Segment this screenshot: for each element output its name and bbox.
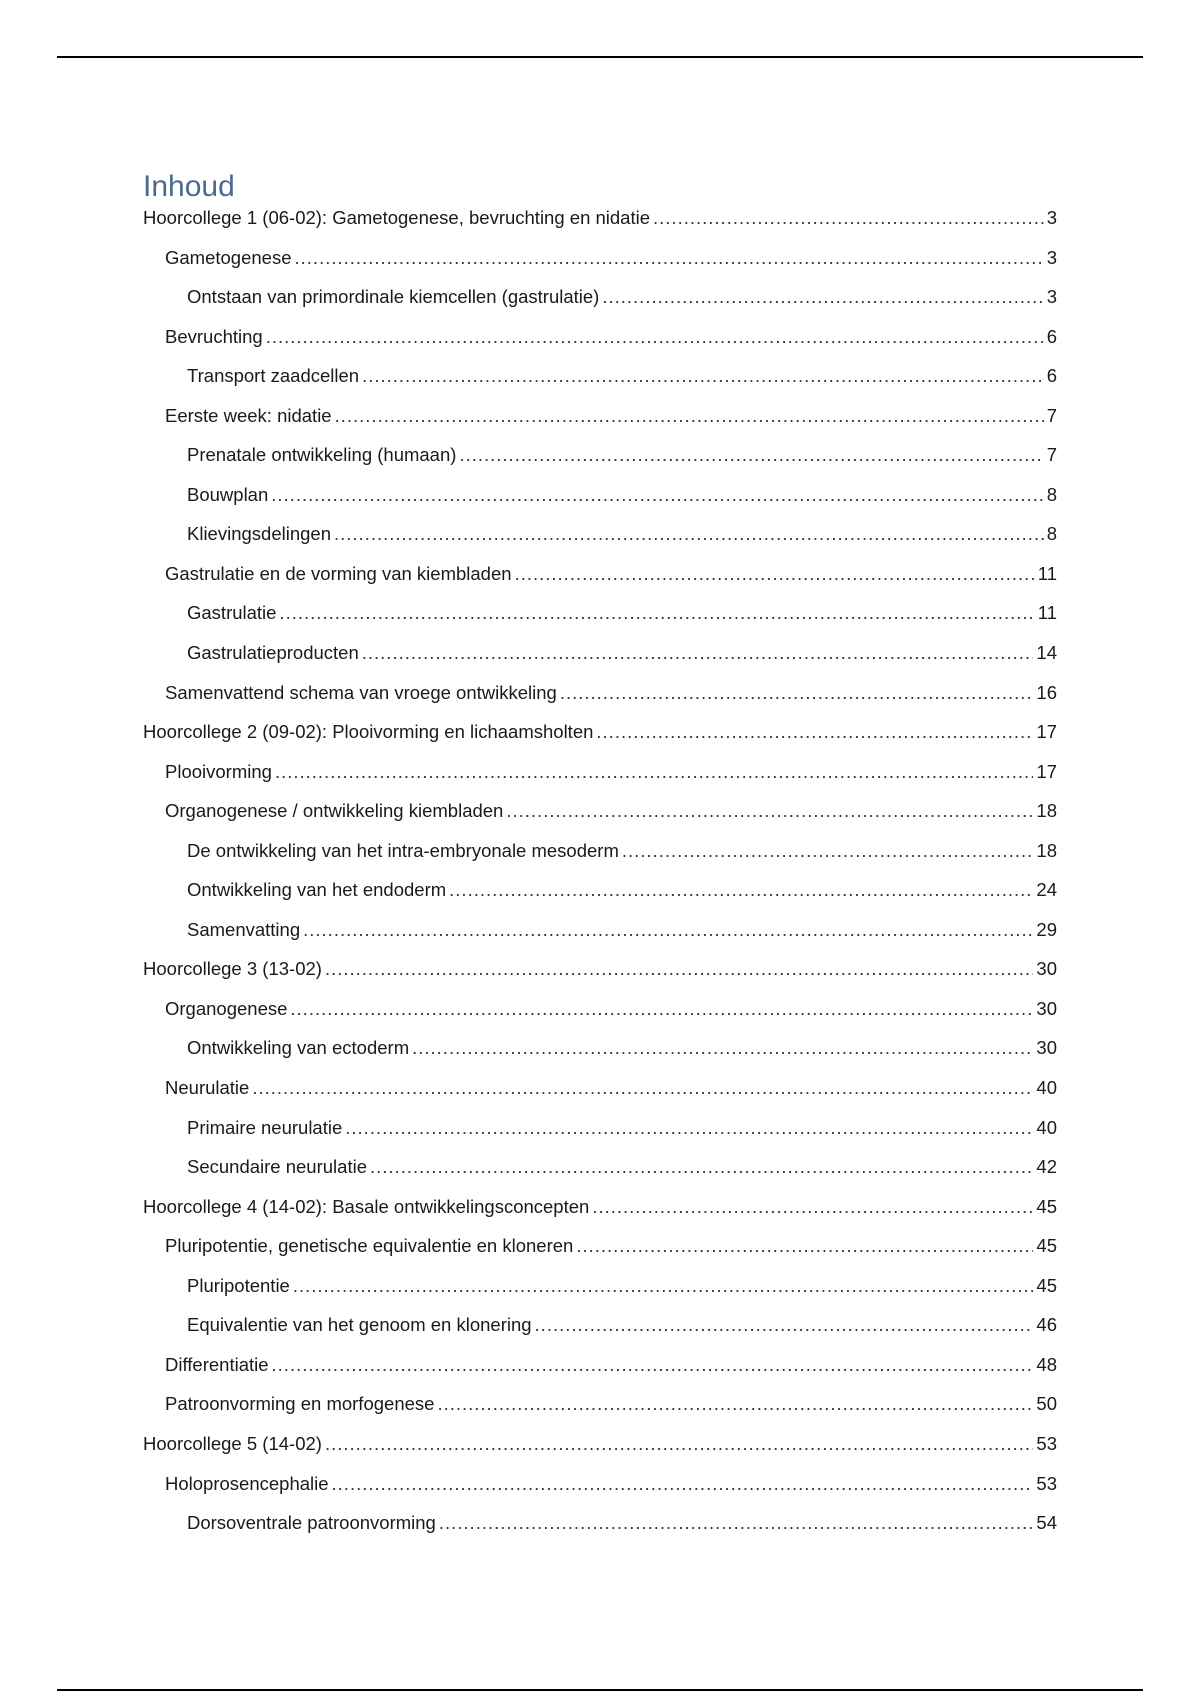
toc-dot-leader	[266, 326, 1044, 348]
toc-dot-leader	[515, 563, 1035, 585]
toc-entry-label: Gametogenese	[165, 246, 292, 268]
toc-dot-leader	[345, 1117, 1033, 1139]
toc-entry-page-number: 18	[1036, 839, 1057, 861]
toc-entry-page-number: 11	[1037, 562, 1057, 584]
toc-entry-label: Pluripotentie, genetische equivalentie en kloneren	[165, 1235, 574, 1257]
toc-entry-level-2[interactable]	[143, 405, 1057, 445]
toc-entry-label: Hoorcollege 1 (06-02): Gametogenese, bevruchting en nidatie	[143, 207, 651, 228]
toc-entry-page-number: 53	[1036, 1472, 1057, 1494]
toc-dot-leader	[370, 1156, 1033, 1178]
toc-dot-leader	[335, 405, 1044, 427]
toc-dot-leader	[459, 444, 1043, 466]
toc-entry-page-number: 18	[1036, 800, 1057, 822]
toc-dot-leader	[602, 286, 1043, 308]
toc-entry-page-number: 45	[1036, 1274, 1057, 1296]
toc-dot-leader	[437, 1393, 1033, 1415]
toc-entry-page-number: 17	[1036, 721, 1057, 743]
toc-entry-page-number: 11	[1037, 602, 1057, 624]
toc-dot-leader	[332, 1473, 1034, 1495]
toc-entry-label: Neurulatie	[165, 1077, 250, 1099]
toc-dot-leader	[325, 1433, 1033, 1455]
toc-entry-label: Hoorcollege 2 (09-02): Plooivorming en lichaamsholten	[143, 721, 594, 743]
toc-entry-level-3[interactable]	[143, 365, 1057, 405]
toc-entry-level-3[interactable]	[143, 1156, 1057, 1196]
toc-dot-leader	[303, 919, 1033, 941]
toc-entry-level-1[interactable]	[143, 1433, 1057, 1473]
toc-entry-level-2[interactable]	[143, 1235, 1057, 1275]
toc-dot-leader	[362, 642, 1034, 664]
toc-dot-leader	[576, 1235, 1033, 1257]
toc-dot-leader	[506, 800, 1033, 822]
toc-entry-label: Eerste week: nidatie	[165, 404, 332, 426]
toc-entry-level-2[interactable]	[143, 761, 1057, 801]
toc-entry-label: Holoprosencephalie	[165, 1472, 329, 1494]
toc-entry-level-1[interactable]	[143, 721, 1057, 761]
toc-entry-page-number: 54	[1036, 1512, 1057, 1534]
toc-entry-page-number: 40	[1036, 1116, 1057, 1138]
toc-entry-page-number: 7	[1046, 444, 1057, 466]
toc-entry-label: Samenvattend schema van vroege ontwikkeling	[165, 681, 557, 703]
toc-entry-page-number: 24	[1036, 879, 1057, 901]
toc-entry-page-number: 14	[1036, 642, 1057, 664]
toc-entry-level-3[interactable]	[143, 286, 1057, 326]
toc-dot-leader	[334, 523, 1044, 545]
toc-entry-level-2[interactable]	[143, 326, 1057, 366]
toc-entry-page-number: 7	[1046, 404, 1057, 426]
toc-dot-leader	[596, 721, 1033, 743]
toc-entry-page-number: 42	[1036, 1156, 1057, 1178]
toc-entry-label: Prenatale ontwikkeling (humaan)	[187, 444, 457, 466]
toc-entry-label: Ontwikkeling van ectoderm	[187, 1037, 410, 1059]
toc-entry-label: Gastrulatie	[187, 602, 277, 624]
toc-dot-leader	[653, 207, 1044, 229]
toc-dot-leader	[622, 840, 1034, 862]
toc-entry-page-number: 46	[1036, 1314, 1057, 1336]
toc-entry-label: Gastrulatie en de vorming van kiembladen	[165, 562, 512, 584]
toc-entry-page-number: 29	[1036, 918, 1057, 940]
toc-entry-level-3[interactable]	[143, 840, 1057, 880]
toc-entry-page-number: 30	[1036, 958, 1057, 980]
toc-entry-label: Transport zaadcellen	[187, 365, 360, 387]
toc-dot-leader	[362, 365, 1044, 387]
toc-entry-page-number: 48	[1036, 1353, 1057, 1375]
toc-entry-level-3[interactable]	[143, 1275, 1057, 1315]
toc-entry-level-2[interactable]	[143, 1393, 1057, 1433]
toc-entry-level-2[interactable]	[143, 247, 1057, 287]
toc-dot-leader	[275, 761, 1033, 783]
toc-entry-label: Gastrulatieproducten	[187, 642, 359, 664]
toc-entry-label: Organogenese / ontwikkeling kiembladen	[165, 800, 504, 822]
toc-entry-label: Dorsoventrale patroonvorming	[187, 1512, 436, 1534]
toc-entry-label: De ontwikkeling van het intra-embryonale mesoderm	[187, 839, 619, 861]
toc-dot-leader	[295, 247, 1044, 269]
toc-entry-page-number: 45	[1036, 1195, 1057, 1217]
toc-entry-page-number: 30	[1036, 1037, 1057, 1059]
footer-rule	[57, 1689, 1143, 1691]
toc-dot-leader	[412, 1037, 1033, 1059]
toc-entry-level-3[interactable]	[143, 484, 1057, 524]
toc-entry-label: Bevruchting	[165, 325, 263, 347]
toc-entry-page-number: 8	[1046, 523, 1057, 545]
toc-entry-page-number: 45	[1036, 1235, 1057, 1257]
toc-entry-level-1[interactable]	[143, 958, 1057, 998]
toc-entry-level-2[interactable]	[143, 563, 1057, 603]
toc-dot-leader	[271, 484, 1043, 506]
toc-entry-level-3[interactable]	[143, 1314, 1057, 1354]
toc-entry-page-number: 6	[1046, 365, 1057, 387]
toc-entry-label: Pluripotentie	[187, 1274, 290, 1296]
toc-entry-label: Patroonvorming en morfogenese	[165, 1393, 435, 1415]
toc-entry-level-1[interactable]	[143, 1196, 1057, 1236]
toc-entry-level-2[interactable]	[143, 998, 1057, 1038]
toc-dot-leader	[592, 1196, 1033, 1218]
toc-entry-level-3[interactable]	[143, 1037, 1057, 1077]
toc-entry-label: Bouwplan	[187, 483, 269, 505]
toc-dot-leader	[279, 602, 1034, 624]
toc-entry-level-3[interactable]	[143, 1512, 1057, 1552]
toc-entry-page-number: 3	[1046, 207, 1057, 228]
toc-entry-level-2[interactable]	[143, 1077, 1057, 1117]
toc-entry-level-3[interactable]	[143, 642, 1057, 682]
toc-dot-leader	[272, 1354, 1034, 1376]
header-rule	[57, 56, 1143, 58]
toc-entry-label: Differentiatie	[165, 1353, 269, 1375]
toc-entry-page-number: 40	[1036, 1077, 1057, 1099]
toc-entry-level-3[interactable]	[143, 919, 1057, 959]
toc-entry-label: Primaire neurulatie	[187, 1116, 343, 1138]
toc-entry-label: Hoorcollege 5 (14-02)	[143, 1432, 322, 1454]
toc-entry-level-2[interactable]	[143, 682, 1057, 722]
toc-dot-leader	[535, 1314, 1034, 1336]
toc-dot-leader	[252, 1077, 1033, 1099]
toc-entry-page-number: 3	[1046, 286, 1057, 308]
toc-entry-level-3[interactable]	[143, 523, 1057, 563]
toc-entry-page-number: 53	[1036, 1432, 1057, 1454]
toc-title: Inhoud	[143, 170, 235, 203]
toc-entry-level-3[interactable]	[143, 1117, 1057, 1157]
toc-entry-page-number: 6	[1046, 325, 1057, 347]
toc-dot-leader	[439, 1512, 1034, 1534]
toc-entry-label: Ontwikkeling van het endoderm	[187, 879, 447, 901]
toc-entry-page-number: 30	[1036, 997, 1057, 1019]
toc-entry-page-number: 50	[1036, 1393, 1057, 1415]
toc-entry-page-number: 17	[1036, 760, 1057, 782]
toc-dot-leader	[290, 998, 1033, 1020]
table-of-contents	[143, 207, 1057, 1552]
toc-entry-page-number: 3	[1046, 246, 1057, 268]
toc-entry-label: Samenvatting	[187, 918, 301, 940]
toc-entry-level-1[interactable]	[143, 207, 1057, 247]
toc-entry-level-2[interactable]	[143, 800, 1057, 840]
toc-entry-level-2[interactable]	[143, 1354, 1057, 1394]
toc-dot-leader	[449, 879, 1033, 901]
toc-entry-label: Klievingsdelingen	[187, 523, 331, 545]
toc-dot-leader	[325, 958, 1033, 980]
toc-entry-label: Ontstaan van primordinale kiemcellen (gastrulatie)	[187, 286, 600, 308]
toc-dot-leader	[560, 682, 1034, 704]
toc-entry-label: Secundaire neurulatie	[187, 1156, 367, 1178]
toc-dot-leader	[293, 1275, 1034, 1297]
toc-entry-label: Organogenese	[165, 997, 288, 1019]
toc-entry-level-3[interactable]	[143, 444, 1057, 484]
toc-entry-level-3[interactable]	[143, 879, 1057, 919]
toc-entry-level-3[interactable]	[143, 602, 1057, 642]
toc-entry-label: Hoorcollege 3 (13-02)	[143, 958, 322, 980]
toc-entry-label: Plooivorming	[165, 760, 272, 782]
toc-entry-label: Hoorcollege 4 (14-02): Basale ontwikkelingsconcepten	[143, 1195, 590, 1217]
toc-entry-page-number: 8	[1046, 483, 1057, 505]
toc-entry-label: Equivalentie van het genoom en klonering	[187, 1314, 532, 1336]
toc-entry-page-number: 16	[1036, 681, 1057, 703]
toc-entry-level-2[interactable]	[143, 1473, 1057, 1513]
